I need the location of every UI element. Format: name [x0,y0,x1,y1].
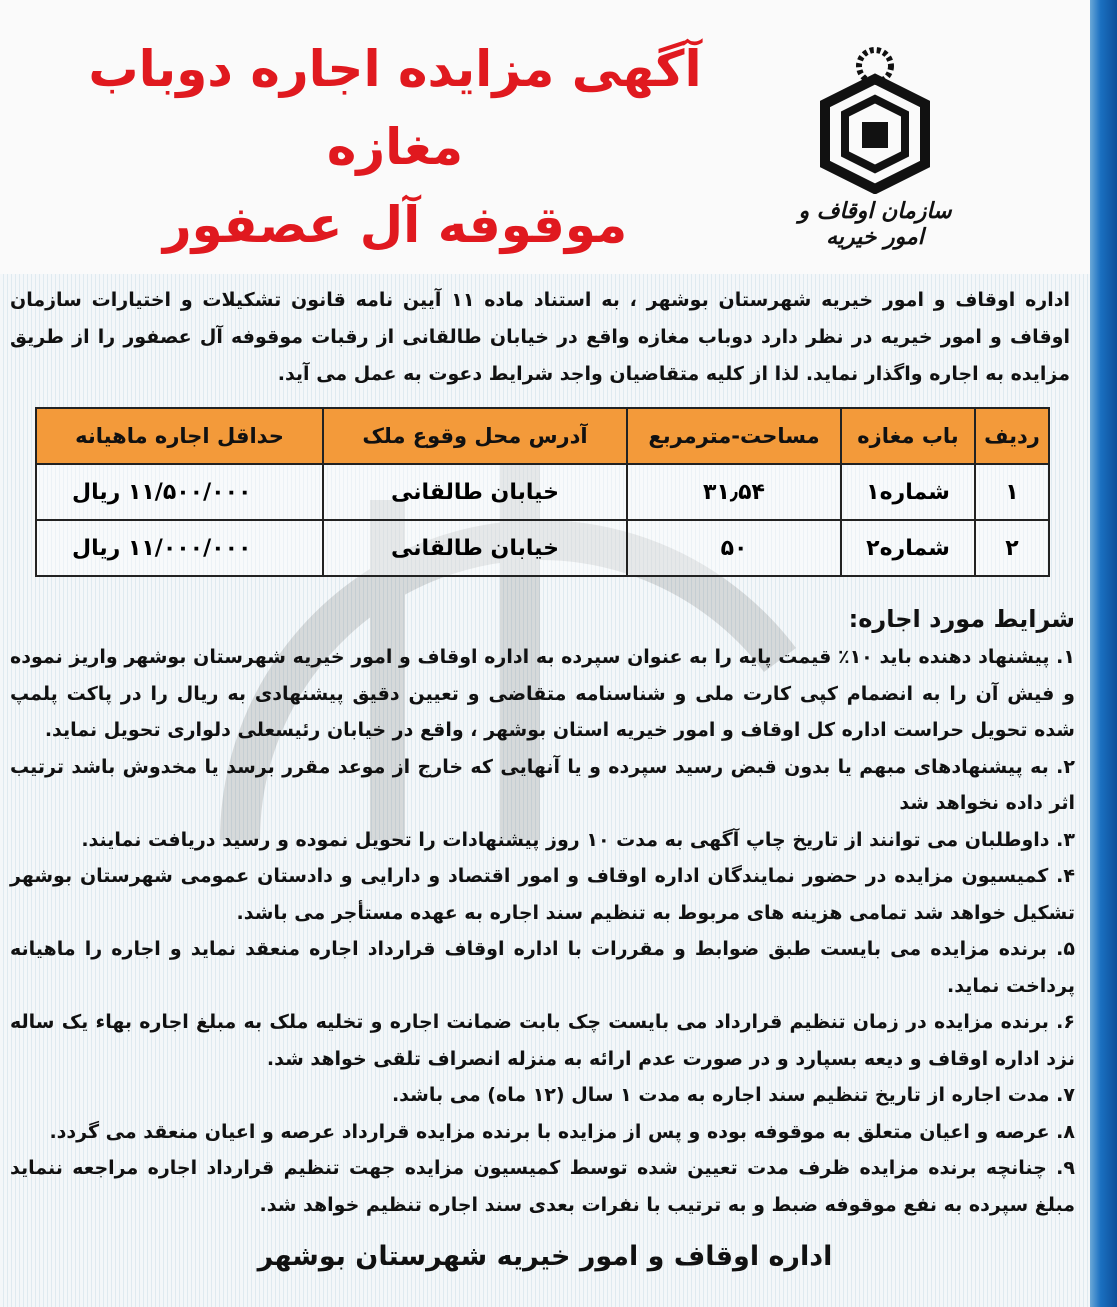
footer-signature: اداره اوقاف و امور خیریه شهرستان بوشهر [257,1241,833,1272]
conditions-heading: شرایط مورد اجاره: [848,605,1075,633]
cell-area: ۳۱٫۵۴ [627,464,841,520]
condition-item: ۹. چنانچه برنده مزایده ظرف مدت تعیین شده توسط کمیسیون مزایده جهت تنظیم قرارداد اجاره مراجعه ننماید مبلغ سپرده به نفع موقوفه ضبط و به ترتیب با نفرات بعدی سند اجاره تنظیم خواهد شد. [10,1157,1075,1216]
title-line-2: موقوفه آل عصفور [162,196,628,254]
cell-min-rent: ۱۱/۵۰۰/۰۰۰ ریال [36,464,323,520]
condition-item: ۶. برنده مزایده در زمان تنظیم قرارداد می بایست چک بابت ضمانت اجاره و تخلیه ملک به مبلغ اجاره بهاء یک ساله نزد اداره اوقاف و دیعه بسپارد و در صورت عدم ارائه به منزله انصراف تلقی خواهد شد. [10,1011,1075,1070]
column-header: مساحت-مترمربع [627,408,841,464]
cell-shop: شماره۲ [841,520,975,576]
header-area [0,0,1090,274]
cell-address: خیابان طالقانی [323,464,627,520]
condition-item: ۸. عرصه و اعیان متعلق به موقوفه بوده و پس از مزایده با برنده مزایده قرارداد عرصه و اعیان منعقد می گردد. [49,1120,1075,1143]
condition-item: ۱. پیشنهاد دهنده باید ۱۰٪ قیمت پایه را به عنوان سپرده به اداره اوقاف و امور خیریه شهرستان بوشهر واریز نموده و فیش آن را به انضمام کپی کارت ملی و شناسنامه متقاضی و تعیین دقیق پیشنهادی به ریال را در پاکت پلمپ شده تحویل حراست اداره کل اوقاف و امور خیریه استان بوشهر ، واقع در خیابان رئیسعلی دلواری تحویل نماید. [10,646,1075,741]
condition-item: ۵. برنده مزایده می بایست طبق ضوابط و مقررات با اداره اوقاف قرارداد اجاره منعقد نماید و اجاره را ماهیانه پرداخت نماید. [10,938,1075,997]
condition-item: ۷. مدت اجاره از تاریخ تنظیم سند اجاره به مدت ۱ سال (۱۲ ماه) می باشد. [391,1084,1075,1106]
condition-item: ۳. داوطلبان می توانند از تاریخ چاپ آگهی به مدت ۱۰ روز پیشنهادات را تحویل نموده و رسید دریافت نمایند. [81,828,1075,851]
conditions-section [10,599,1075,1223]
page-title [20,30,790,264]
condition-item: ۲. به پیشنهادهای مبهم یا بدون قبض رسید سپرده و یا آنهایی که خارج از موعد مقرر برسد یا مخدوش باشد ترتیب اثر داده نخواهد شد [10,755,1075,814]
logo-caption: سازمان اوقاف و امور خیریه [798,198,952,250]
table-header-row [36,408,1049,464]
column-header: باب مغازه [841,408,975,464]
condition-item: ۴. کمیسیون مزایده در حضور نمایندگان اداره اوقاف و امور اقتصاد و دارایی و دادستان عمومی شهرستان بوشهر تشکیل خواهد شد تمامی هزینه های مربوط به تنظیم سند اجاره به عهده مستأجر می باشد. [10,865,1075,924]
title-line-1: آگهی مزایده اجاره دوباب مغازه [88,40,702,176]
cell-row-number: ۲ [975,520,1049,576]
page-edge-border [1090,0,1117,1307]
table-row [36,464,1049,520]
cell-min-rent: ۱۱/۰۰۰/۰۰۰ ریال [36,520,323,576]
table-wrapper [35,407,1050,577]
cell-shop: شماره۱ [841,464,975,520]
awqaf-logo-icon [810,44,940,194]
table-row [36,520,1049,576]
logo-block [790,44,960,250]
column-header: ردیف [975,408,1049,464]
intro-paragraph: اداره اوقاف و امور خیریه شهرستان بوشهر ، به استناد ماده ۱۱ آیین نامه قانون تشکیلات و اختیارات سازمان اوقاف و امور خیریه در نظر دارد دوباب مغازه واقع در خیابان طالقانی از رقبات موقوفه آل عصفور را از طریق مزایده به اجاره واگذار نماید. لذا از کلیه متقاضیان واجد شرایط دعوت به عمل می آید. [10,289,1070,385]
cell-address: خیابان طالقانی [323,520,627,576]
cell-area: ۵۰ [627,520,841,576]
column-header: حداقل اجاره ماهیانه [36,408,323,464]
cell-row-number: ۱ [975,464,1049,520]
shops-table [35,407,1050,577]
column-header: آدرس محل وقوع ملک [323,408,627,464]
